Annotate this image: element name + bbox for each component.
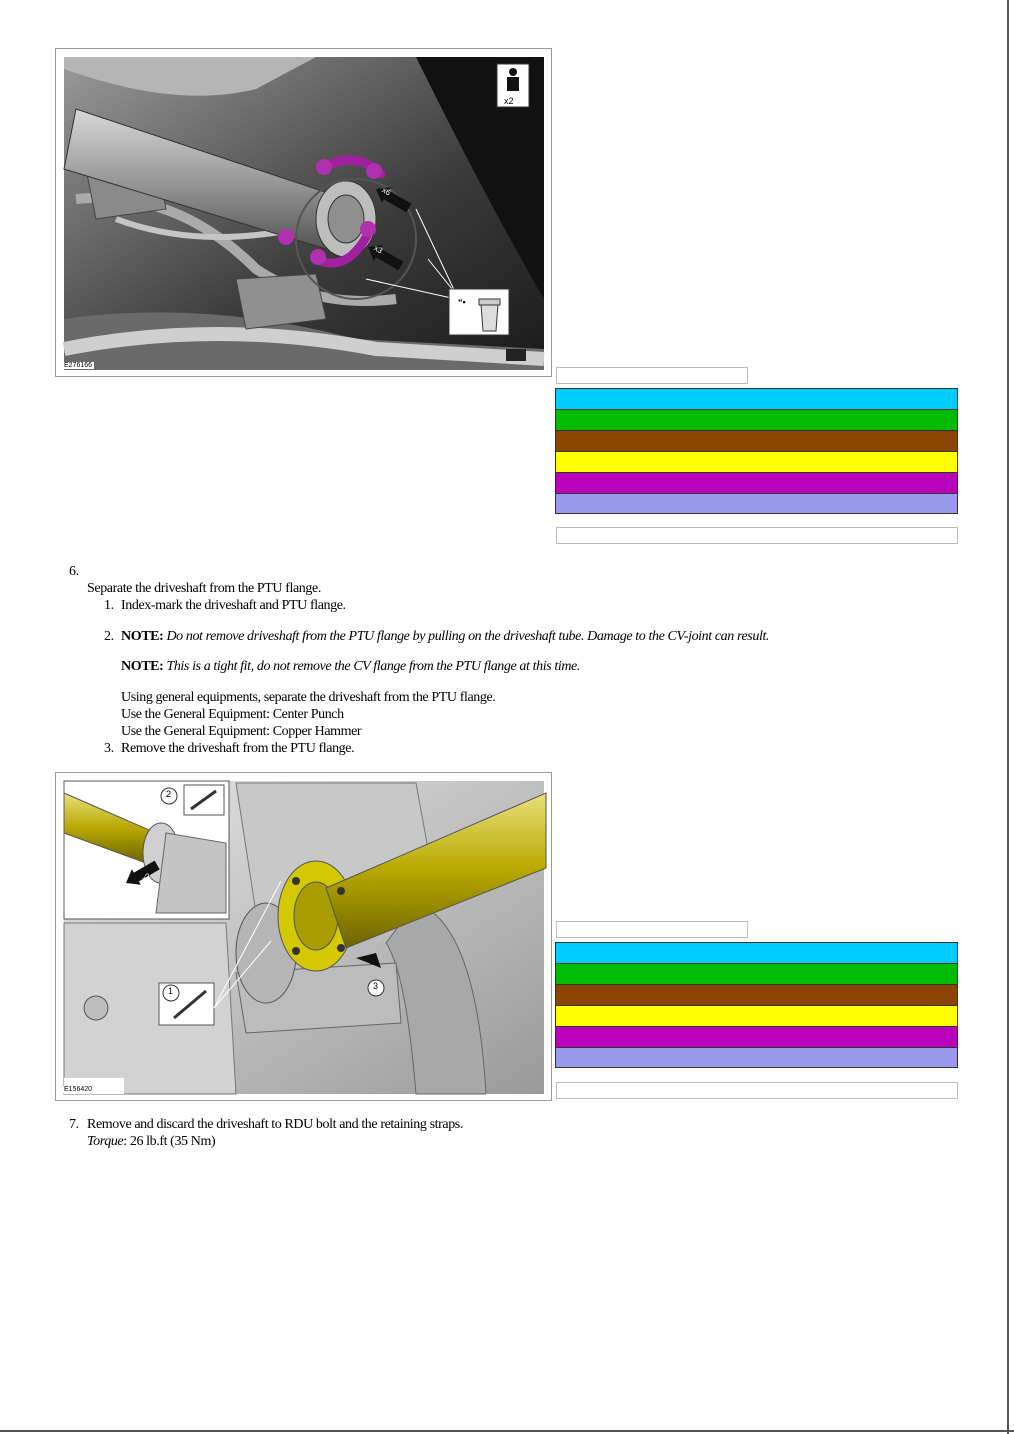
note-1 — [121, 628, 769, 645]
figure-1-drawing — [56, 49, 551, 376]
step-6-number: 6. — [69, 564, 79, 579]
step-6-sub-3-text: Remove the driveshaft from the PTU flange. — [121, 741, 355, 756]
figure-2-id-label: E156420 — [64, 1086, 93, 1093]
legend-swatch-lavender — [555, 493, 958, 514]
legend-footer-box-2 — [556, 1082, 958, 1099]
legend-swatch-yellow — [555, 451, 958, 472]
legend-title-box-2 — [556, 921, 748, 938]
legend-swatch-green — [555, 963, 958, 984]
figure-2-drawing — [56, 773, 551, 1100]
step-7-torque — [87, 1133, 215, 1150]
legend-swatch-lavender — [555, 1047, 958, 1068]
step-6-title: Separate the driveshaft from the PTU flange. — [87, 581, 321, 596]
legend-swatch-green — [555, 409, 958, 430]
callout-x3: x3 — [372, 243, 385, 256]
page-edge-bottom — [0, 1430, 1014, 1432]
legend-swatch-cyan — [555, 942, 958, 963]
callout-x6: x6 — [380, 185, 393, 198]
step-7-text: Remove and discard the driveshaft to RDU bolt and the retaining straps. — [87, 1117, 463, 1132]
torque-value: : 26 lb.ft (35 Nm) — [123, 1134, 216, 1149]
note-2 — [121, 658, 580, 675]
legend-swatch-cyan — [555, 388, 958, 409]
equipment-center-punch: Use the General Equipment: Center Punch — [121, 707, 344, 722]
page-edge-right — [1007, 0, 1009, 1434]
figure-1-illustration — [55, 48, 552, 377]
step-6-sub-3-number: 3. — [104, 741, 114, 756]
note-2-body: This is a tight fit, do not remove the CV flange from the PTU flange at this time. — [163, 659, 580, 674]
legend-title-box-1 — [556, 367, 748, 384]
callout-2: 2 — [166, 789, 172, 799]
step-6-sub-2-number: 2. — [104, 629, 114, 644]
step-6-instruction: Using general equipments, separate the driveshaft from the PTU flange. — [121, 690, 496, 705]
color-legend-1 — [555, 388, 958, 514]
figure-2-illustration — [55, 772, 552, 1101]
legend-swatch-yellow — [555, 1005, 958, 1026]
legend-footer-box-1 — [556, 527, 958, 544]
legend-swatch-brown — [555, 984, 958, 1005]
callout-1: 1 — [168, 986, 174, 996]
step-6-sub-1-text: Index-mark the driveshaft and PTU flange. — [121, 598, 346, 613]
note-1-label: NOTE: — [121, 629, 164, 644]
color-legend-2 — [555, 942, 958, 1068]
legend-swatch-magenta — [555, 1026, 958, 1047]
figure-1-id-label: E276166 — [64, 362, 93, 369]
note-1-body: Do not remove driveshaft from the PTU flange by pulling on the driveshaft tube. Damage to the CV-joint can result. — [163, 629, 770, 644]
note-2-label: NOTE: — [121, 659, 164, 674]
legend-swatch-magenta — [555, 472, 958, 493]
callout-3: 3 — [373, 981, 379, 991]
recycle-container-icon: “▪ — [458, 297, 466, 307]
step-6-sub-1-number: 1. — [104, 598, 114, 613]
legend-swatch-brown — [555, 430, 958, 451]
step-7-number: 7. — [69, 1117, 79, 1132]
equipment-copper-hammer: Use the General Equipment: Copper Hammer — [121, 724, 362, 739]
person-count-label: x2 — [504, 96, 514, 106]
torque-label: Torque — [87, 1134, 124, 1149]
callout-x2: x2 — [140, 871, 153, 884]
